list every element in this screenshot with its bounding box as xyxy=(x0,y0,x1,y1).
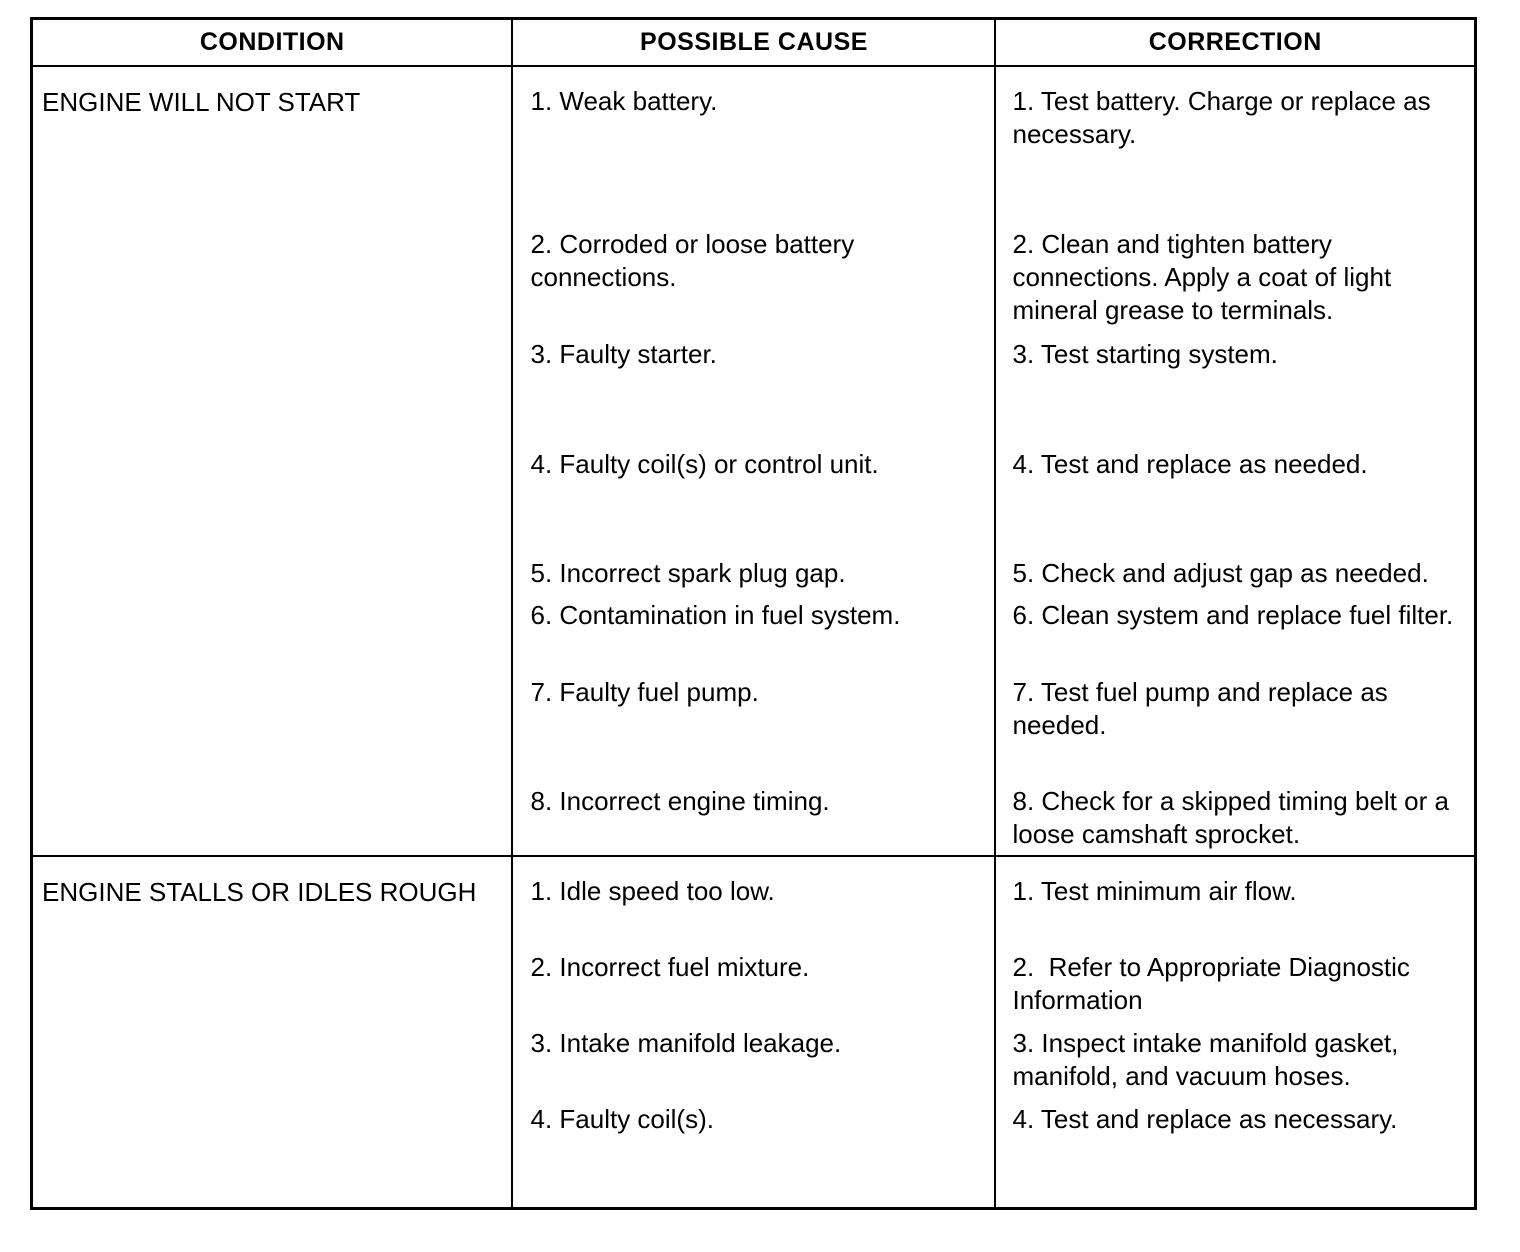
correction-item: 8. Check for a skipped timing belt or a loose camshaft sprocket. xyxy=(1012,786,1449,849)
correction-item: 6. Clean system and replace fuel filter. xyxy=(1012,600,1454,630)
cause-item: 1. Weak battery. xyxy=(530,86,718,116)
cause-item: 4. Faulty coil(s) or control unit. xyxy=(530,449,879,479)
cause-item: 5. Incorrect spark plug gap. xyxy=(530,558,846,588)
cause-item: 3. Intake manifold leakage. xyxy=(530,1028,842,1058)
cause-item: 2. Corroded or loose battery connections. xyxy=(530,229,855,292)
cause-item: 7. Faulty fuel pump. xyxy=(530,677,759,707)
correction-item: 3. Inspect intake manifold gasket, manifold, and vacuum hoses. xyxy=(1012,1028,1399,1091)
correction-item: 1. Test minimum air flow. xyxy=(1012,876,1297,906)
correction-item: 2. Refer to Appropriate Diagnostic Information xyxy=(1012,952,1418,1015)
header-condition: CONDITION xyxy=(32,19,513,67)
condition-cell xyxy=(32,856,513,1209)
cause-item: 1. Idle speed too low. xyxy=(530,876,775,906)
correction-item: 2. Clean and tighten battery connections. Apply a coat of light mineral grease to terminals. xyxy=(1012,229,1392,325)
correction-item: 3. Test starting system. xyxy=(1012,339,1278,369)
cause-item: 4. Faulty coil(s). xyxy=(530,1104,714,1134)
condition-text: ENGINE WILL NOT START xyxy=(42,87,361,117)
condition-text: ENGINE STALLS OR IDLES ROUGH xyxy=(42,877,477,907)
correction-cell xyxy=(995,66,1475,856)
correction-item: 7. Test fuel pump and replace as needed. xyxy=(1012,677,1388,740)
correction-item: 4. Test and replace as needed. xyxy=(1012,449,1368,479)
correction-item: 5. Check and adjust gap as needed. xyxy=(1012,558,1429,588)
condition-cell xyxy=(32,66,513,856)
header-row xyxy=(32,19,1476,67)
cause-cell xyxy=(512,856,995,1209)
cause-item: 8. Incorrect engine timing. xyxy=(530,786,830,816)
table-row xyxy=(32,856,1476,1209)
table-row xyxy=(32,66,1476,856)
header-correction: CORRECTION xyxy=(995,19,1475,67)
cause-cell xyxy=(512,66,995,856)
diagnosis-table xyxy=(30,17,1477,1210)
correction-item: 4. Test and replace as necessary. xyxy=(1012,1104,1398,1134)
cause-item: 2. Incorrect fuel mixture. xyxy=(530,952,810,982)
cause-item: 6. Contamination in fuel system. xyxy=(530,600,901,630)
correction-cell xyxy=(995,856,1475,1209)
correction-item: 1. Test battery. Charge or replace as necessary. xyxy=(1012,86,1431,149)
cause-item: 3. Faulty starter. xyxy=(530,339,717,369)
header-possible-cause: POSSIBLE CAUSE xyxy=(512,19,995,67)
